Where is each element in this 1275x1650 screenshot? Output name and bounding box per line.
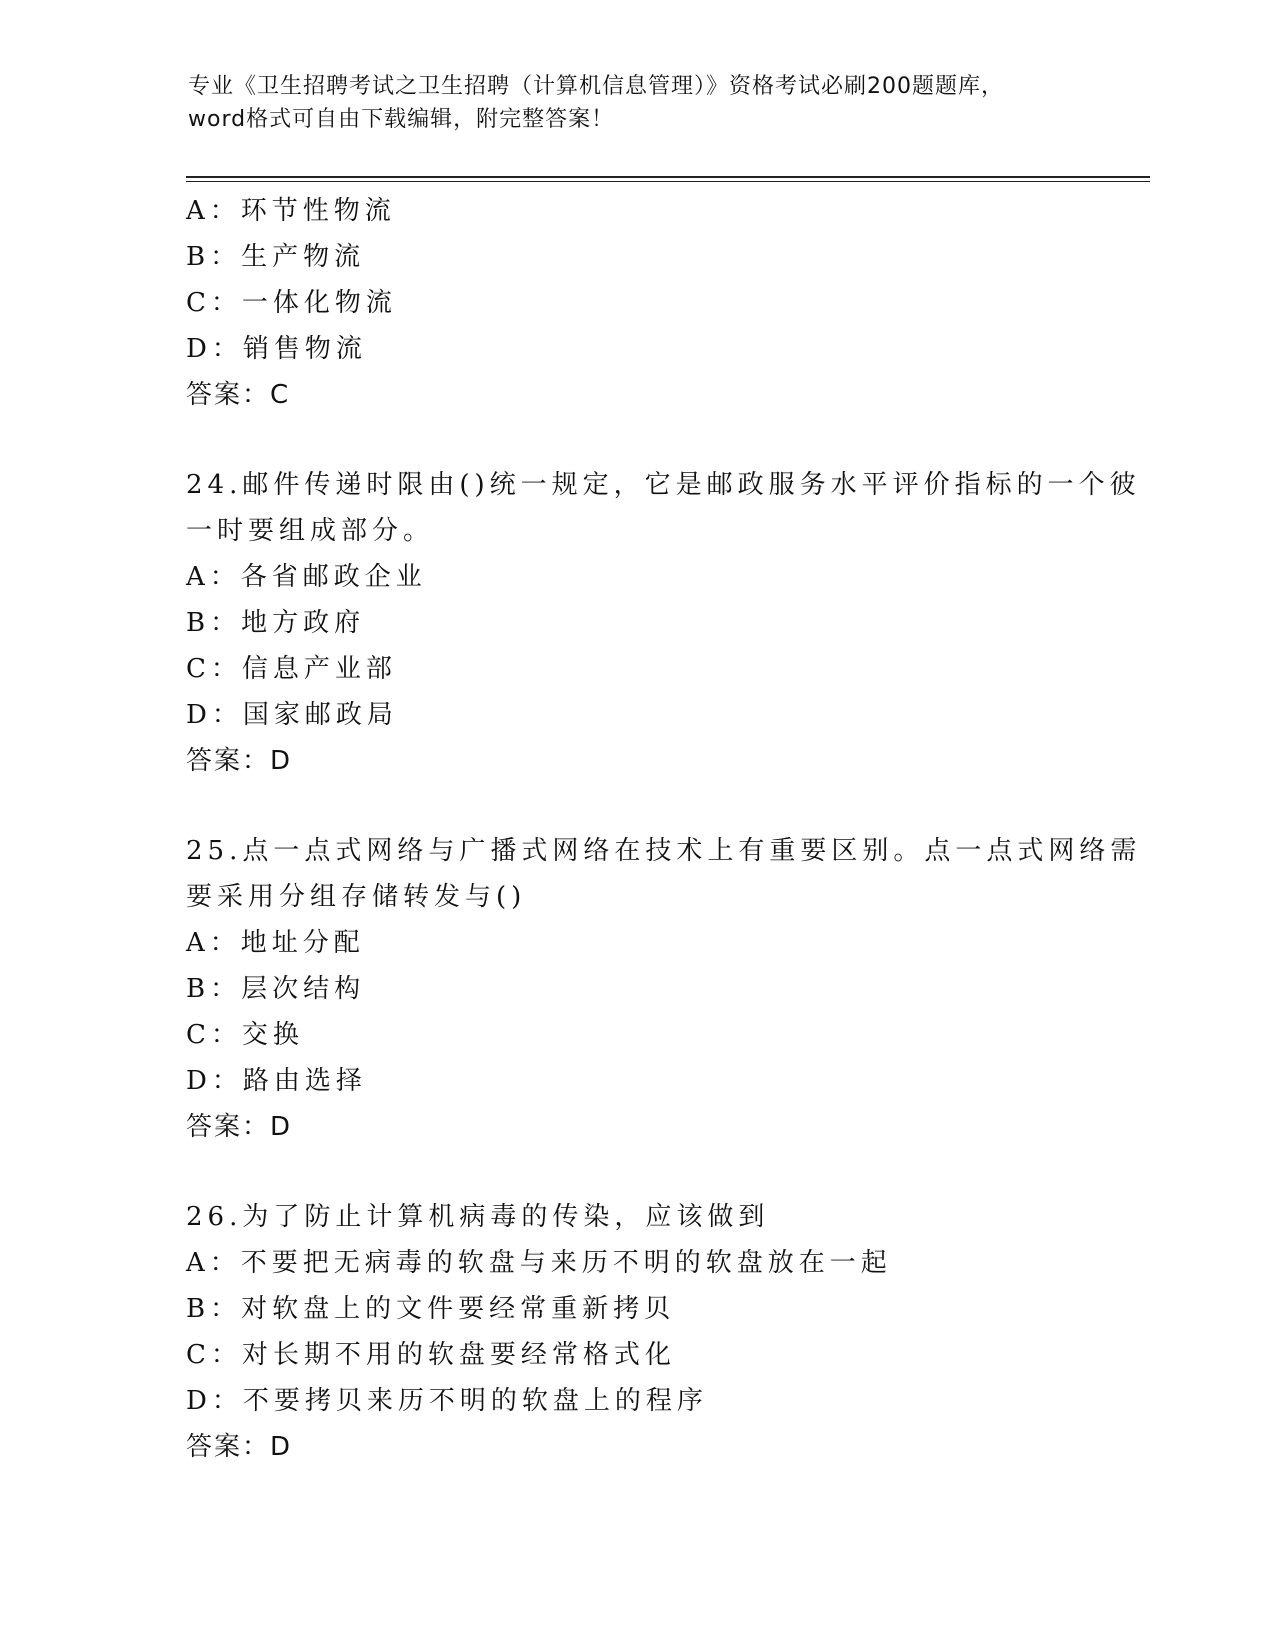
header-line-2: word格式可自由下载编辑，附完整答案！ — [188, 107, 615, 132]
option-b: B：生产物流 — [186, 242, 366, 272]
header-rule-thin — [186, 181, 1150, 182]
option-c: C：信息产业部 — [186, 654, 397, 684]
option-c: C：对长期不用的软盘要经常格式化 — [186, 1340, 676, 1370]
question-item-26 — [186, 1194, 1086, 1470]
question-text-line-1: 25.点一点式网络与广播式网络在技术上有重要区别。点一点式网络需 — [186, 836, 1142, 866]
header-rule-thick — [186, 176, 1150, 178]
question-item-25 — [186, 828, 1142, 1150]
option-b: B：对软盘上的文件要经常重新拷贝 — [186, 1294, 676, 1324]
question-item-23 — [186, 188, 1086, 418]
question-text-line-2: 要采用分组存储转发与() — [186, 882, 527, 912]
option-a: A：环节性物流 — [186, 196, 396, 226]
question-list — [186, 188, 1142, 1470]
option-a: A：不要把无病毒的软盘与来历不明的软盘放在一起 — [186, 1248, 892, 1278]
option-d: D：不要拷贝来历不明的软盘上的程序 — [186, 1386, 708, 1416]
option-b: B：地方政府 — [186, 608, 366, 638]
option-c: C：交换 — [186, 1020, 304, 1050]
option-d: D：国家邮政局 — [186, 700, 398, 730]
header-line-1: 专业《卫生招聘考试之卫生招聘（计算机信息管理）》资格考试必刷200题题库， — [188, 74, 1004, 99]
answer: 答案：D — [186, 746, 293, 776]
document-header — [188, 70, 1088, 136]
question-item-24 — [186, 462, 1141, 784]
answer: 答案：D — [186, 1432, 293, 1462]
option-a: A：地址分配 — [186, 928, 365, 958]
question-text-line-1: 26.为了防止计算机病毒的传染，应该做到 — [186, 1202, 770, 1232]
option-d: D：路由选择 — [186, 1066, 367, 1096]
option-c: C：一体化物流 — [186, 288, 397, 318]
answer: 答案：D — [186, 1112, 293, 1142]
question-text-line-2: 一时要组成部分。 — [186, 516, 435, 546]
answer: 答案：C — [186, 380, 291, 410]
question-text-line-1: 24.邮件传递时限由()统一规定，它是邮政服务水平评价指标的一个彼 — [186, 470, 1141, 500]
option-a: A：各省邮政企业 — [186, 562, 427, 592]
option-b: B：层次结构 — [186, 974, 366, 1004]
option-d: D：销售物流 — [186, 334, 367, 364]
